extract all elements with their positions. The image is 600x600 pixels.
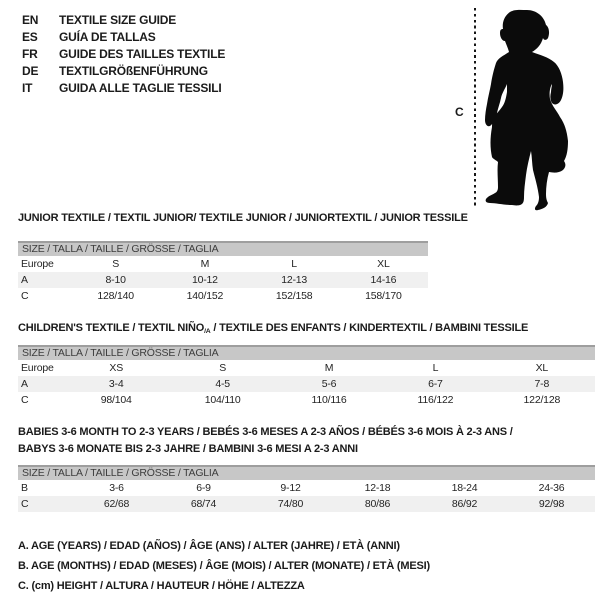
table-cell: XL xyxy=(535,362,549,374)
table-cell: 3-6 xyxy=(109,482,124,494)
title-segment: BABIES 3-6 MONTH TO 2-3 YEARS / BEBÉS 3-6 MESES A 2-3 AÑOS / BÉBÉS 3-6 MOIS À 2-3 ANS / xyxy=(18,426,513,438)
table-row xyxy=(18,272,428,288)
table-cell: XL xyxy=(377,258,390,270)
language-label: TEXTILE SIZE GUIDE xyxy=(59,13,177,27)
table-title-line xyxy=(18,424,595,441)
language-row xyxy=(22,29,225,46)
row-label: C xyxy=(21,394,29,406)
table-row xyxy=(18,392,595,408)
table-row xyxy=(18,480,595,496)
title-segment: / TEXTILE DES ENFANTS / KINDERTEXTIL / BAMBINI TESSILE xyxy=(210,322,529,334)
row-label: A xyxy=(21,274,28,286)
title-segment: JUNIOR TEXTILE / TEXTIL JUNIOR/ TEXTILE JUNIOR / JUNIORTEXTIL / JUNIOR TESSILE xyxy=(18,212,468,224)
language-label: GUIDA ALLE TAGLIE TESSILI xyxy=(59,81,222,95)
language-code: EN xyxy=(22,13,39,27)
table-cell: 12-18 xyxy=(364,482,391,494)
table-cell: 158/170 xyxy=(365,290,402,302)
language-row xyxy=(22,46,225,63)
language-row xyxy=(22,80,225,97)
table-cell: L xyxy=(291,258,297,270)
table-section-children xyxy=(18,320,595,408)
language-code: FR xyxy=(22,47,38,61)
baby-silhouette-icon xyxy=(480,0,576,212)
table-row xyxy=(18,376,595,392)
table-header-bar: SIZE / TALLA / TAILLE / GRÖSSE / TAGLIA xyxy=(18,345,595,360)
row-label: A xyxy=(21,378,28,390)
table-cell: S xyxy=(219,362,227,374)
table-cell: 92/98 xyxy=(538,498,565,510)
table-title xyxy=(18,210,468,227)
height-dotted-line xyxy=(474,8,476,208)
row-label: Europe xyxy=(21,362,54,374)
row-label: Europe xyxy=(21,258,54,270)
language-label: GUIDE DES TAILLES TEXTILE xyxy=(59,47,226,61)
table-title xyxy=(18,320,595,337)
table-cell: XS xyxy=(109,362,123,374)
language-label: TEXTILGRÖßENFÜHRUNG xyxy=(59,64,208,78)
table-cell: 18-24 xyxy=(451,482,478,494)
table-cell: 86/92 xyxy=(451,498,478,510)
table-cell: 6-7 xyxy=(428,378,443,390)
height-marker-label: C xyxy=(455,105,464,119)
table-title xyxy=(18,424,595,458)
table-section-babies xyxy=(18,424,595,512)
language-code: IT xyxy=(22,81,33,95)
table-cell: M xyxy=(200,258,210,270)
footnote-line: A. AGE (YEARS) / EDAD (AÑOS) / ÂGE (ANS) / ALTER (JAHRE) / ETÀ (ANNI) xyxy=(18,540,400,552)
table-cell: 74/80 xyxy=(277,498,304,510)
language-guide-list xyxy=(22,12,225,97)
table-title-line xyxy=(18,320,595,337)
table-cell: L xyxy=(432,362,439,374)
table-cell: 80/86 xyxy=(364,498,391,510)
table-cell: 116/122 xyxy=(417,394,454,406)
title-segment: CHILDREN'S TEXTILE / TEXTIL NIÑO xyxy=(18,322,205,334)
table-title-line xyxy=(18,441,595,458)
table-cell: 62/68 xyxy=(103,498,130,510)
table-cell: 7-8 xyxy=(534,378,550,390)
table-title-line xyxy=(18,210,468,227)
table-cell: 10-12 xyxy=(191,274,218,286)
table-row xyxy=(18,288,428,304)
language-row xyxy=(22,12,225,29)
footnotes xyxy=(18,536,430,596)
table-cell: 5-6 xyxy=(321,378,337,390)
table-cell: 12-13 xyxy=(281,274,308,286)
table-cell: 140/152 xyxy=(186,290,224,302)
row-label: C xyxy=(21,290,29,302)
table-cell: 98/104 xyxy=(100,394,132,406)
table-row xyxy=(18,256,428,272)
table-cell: 122/128 xyxy=(523,394,561,406)
table-cell: S xyxy=(112,258,120,270)
footnote-line: B. AGE (MONTHS) / EDAD (MESES) / ÂGE (MOIS) / ALTER (MONATE) / ETÀ (MESI) xyxy=(18,560,430,572)
row-label: C xyxy=(21,498,29,510)
table-cell: 4-5 xyxy=(215,378,230,390)
table-section-junior xyxy=(18,210,468,304)
row-label: B xyxy=(21,482,28,494)
table-cell: 14-16 xyxy=(370,274,397,286)
language-row xyxy=(22,63,225,80)
table-row xyxy=(18,360,595,376)
table-cell: 104/110 xyxy=(204,394,241,406)
title-segment: /A xyxy=(204,328,211,335)
footnote-line: C. (cm) HEIGHT / ALTURA / HAUTEUR / HÖHE / ALTEZZA xyxy=(18,580,305,592)
table-cell: M xyxy=(324,362,334,374)
language-label: GUÍA DE TALLAS xyxy=(59,30,156,44)
language-code: DE xyxy=(22,64,39,78)
table-cell: 110/116 xyxy=(311,394,347,406)
table-cell: 24-36 xyxy=(538,482,565,494)
language-code: ES xyxy=(22,30,38,44)
title-segment: BABYS 3-6 MONATE BIS 2-3 JAHRE / BAMBINI 3-6 MESI A 2-3 ANNI xyxy=(18,443,358,455)
table-cell: 8-10 xyxy=(105,274,126,286)
table-row xyxy=(18,496,595,512)
table-header-bar: SIZE / TALLA / TAILLE / GRÖSSE / TAGLIA xyxy=(18,465,595,480)
table-header-bar: SIZE / TALLA / TAILLE / GRÖSSE / TAGLIA xyxy=(18,241,428,256)
table-cell: 3-4 xyxy=(108,378,124,390)
table-cell: 128/140 xyxy=(97,290,134,302)
table-cell: 152/158 xyxy=(275,290,313,302)
table-cell: 68/74 xyxy=(190,498,217,510)
table-cell: 9-12 xyxy=(280,482,301,494)
table-cell: 6-9 xyxy=(196,482,211,494)
